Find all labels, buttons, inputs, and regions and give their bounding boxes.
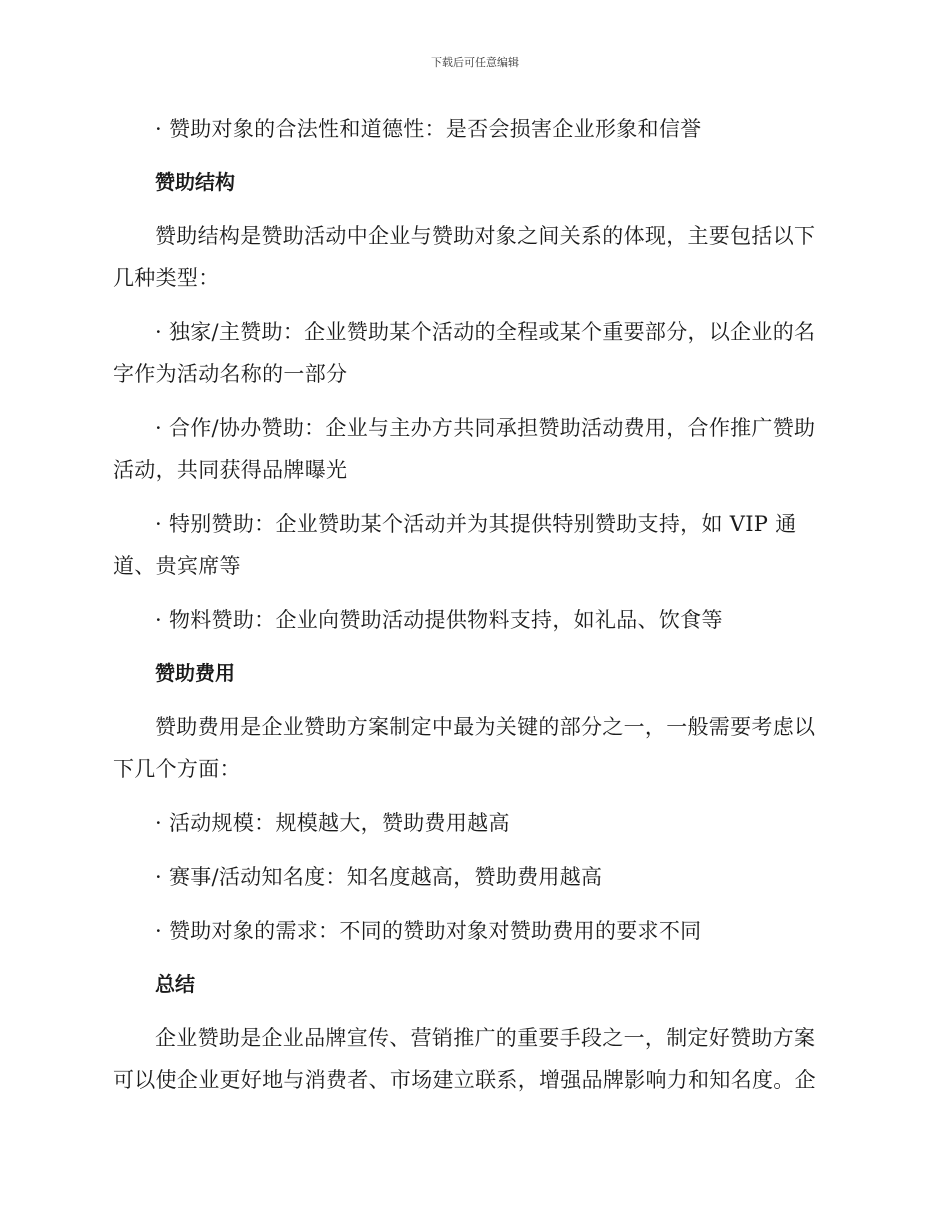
bullet-material-sponsor: · 物料赞助：企业向赞助活动提供物料支持，如礼品、饮食等 <box>155 608 723 632</box>
page-header-note: 下载后可任意编辑 <box>431 56 519 69</box>
section-heading-summary: 总结 <box>155 972 195 996</box>
paragraph-summary: 企业赞助是企业品牌宣传、营销推广的重要手段之一，制定好赞助方案可以使企业更好地与消费者、市场建立联系，增强品牌影响力和知名度。企 <box>113 1026 816 1092</box>
bullet-exclusive-sponsor: · 独家/主赞助：企业赞助某个活动的全程或某个重要部分，以企业的名字作为活动名称的一部分 <box>113 320 816 386</box>
paragraph-cost-intro: 赞助费用是企业赞助方案制定中最为关键的部分之一，一般需要考虑以下几个方面： <box>113 715 816 781</box>
bullet-special-sponsor: · 特别赞助：企业赞助某个活动并为其提供特别赞助支持，如 VIP 通道、贵宾席等 <box>113 512 797 578</box>
bullet-event-scale: · 活动规模：规模越大，赞助费用越高 <box>155 811 510 835</box>
bullet-sponsee-needs: · 赞助对象的需求：不同的赞助对象对赞助费用的要求不同 <box>155 919 702 943</box>
bullet-co-sponsor: · 合作/协办赞助：企业与主办方共同承担赞助活动费用，合作推广赞助活动，共同获得品牌曝光 <box>113 416 816 482</box>
bullet-legality: · 赞助对象的合法性和道德性：是否会损害企业形象和信誉 <box>155 117 702 141</box>
paragraph-structure-intro: 赞助结构是赞助活动中企业与赞助对象之间关系的体现，主要包括以下几种类型： <box>113 224 816 290</box>
document-body <box>113 108 833 1113</box>
bullet-event-fame: · 赛事/活动知名度：知名度越高，赞助费用越高 <box>155 865 603 889</box>
section-heading-cost: 赞助费用 <box>155 661 235 685</box>
section-heading-structure: 赞助结构 <box>155 170 235 194</box>
